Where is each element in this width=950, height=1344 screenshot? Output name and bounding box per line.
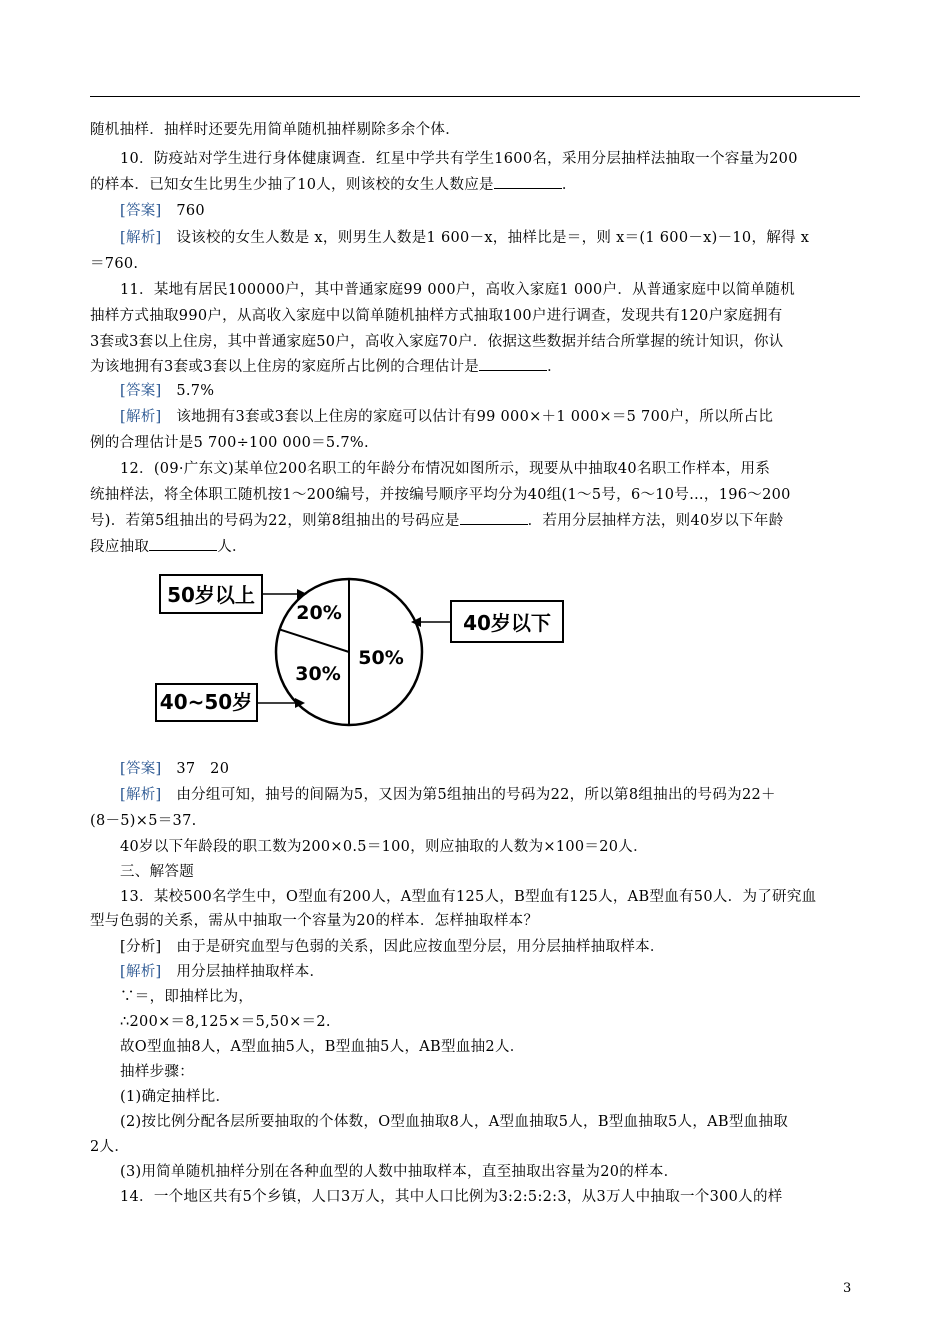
answer-line: [答案] 760 [120,203,205,219]
page-number: 3 [843,1281,852,1296]
answer-line: [答案] 5.7% [120,383,215,399]
solution-line: ∴200×＝8,125×＝5,50×＝2. [120,1014,331,1030]
analysis-line: [解析] 用分层抽样抽取样本． [120,964,325,980]
analysis-tag: [解析] [120,787,162,803]
analysis-line: 例的合理估计是5 700÷100 000＝5.7%. [90,435,369,451]
fenxi-line: [分析] 由于是研究血型与色弱的关系，因此应按血型分层，用分层抽样抽取样本． [120,939,665,955]
answer-blank [494,176,562,189]
answer-line: [答案] 37 20 [120,761,230,777]
question-13-line: 型与色弱的关系，需从中抽取一个容量为20的样本．怎样抽取样本？ [90,913,539,929]
solution-line: 抽样步骤： [120,1064,194,1080]
question-12-line: 12．(09·广东文)某单位200名职工的年龄分布情况如图所示，现要从中抽取40名职工作样本，用系 [120,461,771,477]
text-line: 随机抽样．抽样时还要先用简单随机抽样剔除多余个体． [90,122,460,138]
analysis-line: [解析] 该地拥有3套或3套以上住房的家庭可以估计有99 000×＋1 000×＝5 700户，所以所占比 [120,409,774,425]
label-under40: 40岁以下 [463,611,551,635]
label-over50: 50岁以上 [167,583,255,607]
label-40to50: 40~50岁 [159,690,253,714]
solution-line: (1)确定抽样比． [120,1089,231,1105]
analysis-line: ＝760. [90,256,139,272]
question-11-line: 11．某地有居民100000户，其中普通家庭99 000户，高收入家庭1 000户．从普通家庭中以简单随机 [120,282,795,298]
answer-tag: [答案] [120,761,162,777]
pie-label-20: 20% [296,602,342,624]
question-13-line: 13．某校500名学生中，O型血有200人，A型血有125人，B型血有125人，AB型血有50人．为了研究血 [120,889,817,905]
answer-blank [149,538,217,551]
question-12-line: 段应抽取 人． [90,539,247,555]
section-heading: 三、解答题 [120,864,194,880]
analysis-tag: [解析] [120,230,162,246]
answer-tag: [答案] [120,383,162,399]
analysis-tag: [解析] [120,409,162,425]
question-11-line: 抽样方式抽取990户，从高收入家庭中以简单随机抽样方式抽取100户进行调查，发现共有120户家庭拥有 [90,308,783,324]
fenxi-tag: [分析] [120,939,162,955]
solution-line: 故O型血抽8人，A型血抽5人，B型血抽5人，AB型血抽2人． [120,1039,525,1055]
question-11-line: 3套或3套以上住房，其中普通家庭50户，高收入家庭70户．依据这些数据并结合所掌握的统计知识，你认 [90,334,784,350]
age-distribution-pie-figure [150,560,580,740]
header-rule [90,96,860,97]
analysis-line: [解析] 由分组可知，抽号的间隔为5，又因为第5组抽出的号码为22，所以第8组抽出的号码为22＋ [120,787,776,803]
pie-label-30: 30% [295,663,341,685]
question-11-line: 为该地拥有3套或3套以上住房的家庭所占比例的合理估计是 ． [90,359,562,375]
answer-blank [460,512,528,525]
solution-line: 2人． [90,1139,130,1155]
question-10-line: 的样本．已知女生比男生少抽了10人，则该校的女生人数应是 ． [90,177,577,193]
analysis-line: [解析] 设该校的女生人数是 x，则男生人数是1 600－x，抽样比是＝，则 x＝(1 600－x)－10，解得 x [120,230,810,246]
question-14-line: 14．一个地区共有5个乡镇，人口3万人，其中人口比例为3:2:5:2:3，从3万人中抽取一个300人的样 [120,1189,783,1205]
question-12-line: 号)．若第5组抽出的号码为22，则第8组抽出的号码应是 ．若用分层抽样方法，则40岁以下年龄 [90,513,784,529]
solution-line: (3)用简单随机抽样分别在各种血型的人数中抽取样本，直至抽取出容量为20的样本． [120,1164,679,1180]
solution-line: (2)按比例分配各层所要抽取的个体数，O型血抽取8人，A型血抽取5人，B型血抽取5人，AB型血抽取 [120,1114,789,1130]
pie-label-50: 50% [358,647,404,669]
analysis-line: 40岁以下年龄段的职工数为200×0.5＝100，则应抽取的人数为×100＝20人． [120,839,648,855]
analysis-tag: [解析] [120,964,162,980]
answer-tag: [答案] [120,203,162,219]
answer-blank [479,358,547,371]
analysis-line: (8－5)×5＝37. [90,813,197,829]
question-10-line: 10．防疫站对学生进行身体健康调查．红星中学共有学生1600名，采用分层抽样法抽取一个容量为200 [120,151,798,167]
solution-line: ∵＝，即抽样比为， [120,989,254,1005]
question-12-line: 统抽样法，将全体职工随机按1～200编号，并按编号顺序平均分为40组(1～5号，6～10号…，196～200 [90,487,791,503]
